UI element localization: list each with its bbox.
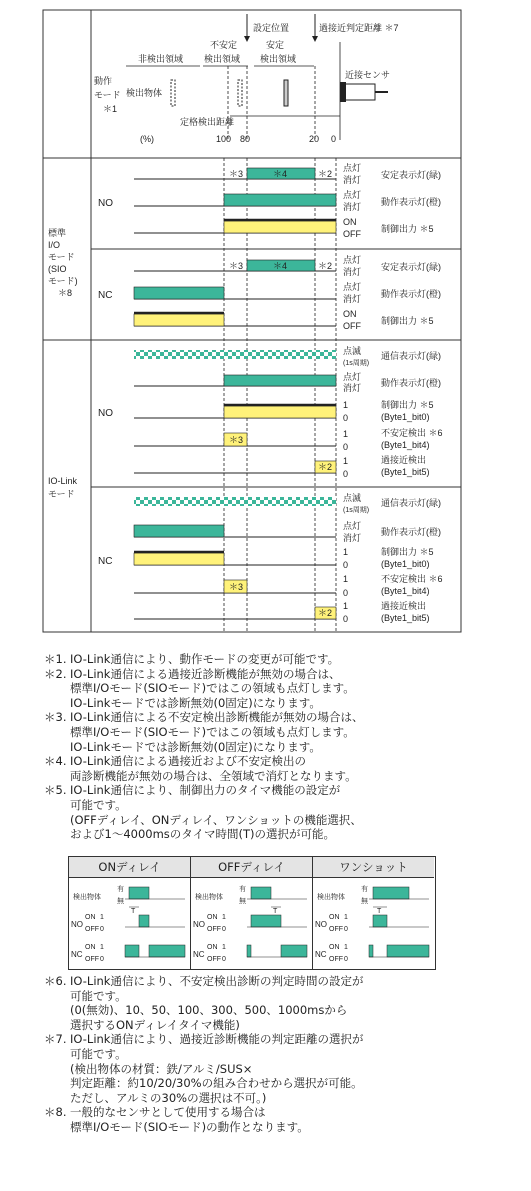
svg-text:NO: NO: [315, 920, 327, 929]
lit: 点灯: [343, 372, 362, 382]
svg-text:ON: ON: [207, 944, 218, 951]
off: 消灯: [343, 202, 362, 212]
note-2: ＊2. IO-Link通信による過接近診断機能が無効の場合は、 標準I/Oモード(SIOモード)ではこの領域も点灯します。 IO-Linkモードでは診断無効(0固定)になります。: [44, 666, 355, 710]
op-light: 動作表示灯(橙): [381, 197, 441, 207]
ctrl-out: 制御出力 ＊5: [381, 224, 434, 234]
pct-label: (%): [140, 134, 154, 144]
lit: 点灯: [343, 190, 362, 200]
one: 1: [343, 547, 349, 557]
svg-text:0: 0: [344, 956, 348, 963]
io-no-m2: ＊2: [318, 462, 333, 472]
svg-text:ON: ON: [85, 914, 96, 921]
byte5: (Byte1_bit5): [381, 613, 430, 623]
svg-text:1: 1: [344, 914, 348, 921]
prox-det: 過接近検出: [381, 601, 427, 611]
th-one-shot: ワンショット: [313, 857, 434, 878]
svg-text:1: 1: [222, 944, 226, 951]
object-icon-1: [171, 80, 175, 106]
svg-text:無: 無: [361, 898, 368, 905]
std-no-m2: ＊2: [318, 169, 333, 179]
svg-text:有: 有: [361, 886, 368, 893]
rated-label: 定格検出距離: [180, 117, 235, 127]
off-state: OFF: [343, 229, 361, 239]
std-mode-3: モード: [48, 252, 75, 262]
scale-100: 100: [216, 134, 232, 144]
zero: 0: [343, 588, 349, 598]
unstable-det: 不安定検出 ＊6: [381, 574, 443, 584]
off: 消灯: [343, 383, 362, 393]
off: 消灯: [343, 533, 362, 543]
period: (1s周期): [343, 507, 370, 514]
note-5: ＊5. IO-Link通信により、制御出力のタイマ機能の設定が 可能です。 (OFFディレイ、ONディレイ、ワンショットの機能選択、 および1～4000msのタイマ時間(T)の選択が可能。: [44, 783, 362, 842]
svg-text:OFF: OFF: [207, 956, 221, 963]
zero: 0: [343, 442, 349, 452]
std-mode-4: (SIO: [48, 264, 67, 274]
timer-diagrams: [69, 877, 435, 969]
io-nc-m3: ＊3: [229, 582, 244, 592]
comm-light: 通信表示灯(緑): [381, 498, 441, 508]
scale-0: 0: [331, 134, 337, 144]
byte0: (Byte1_bit0): [381, 559, 430, 569]
lit: 点灯: [343, 521, 362, 531]
zero: 0: [343, 413, 349, 423]
lit: 点灯: [343, 163, 362, 173]
note-3: ＊3. IO-Link通信による不安定検出診断機能が無効の場合は、 標準I/Oモード(SIOモード)ではこの領域も点灯します。 IO-Linkモードでは診断無効(0固定)になります。: [44, 710, 364, 754]
stable-label: 安定: [266, 40, 285, 50]
svg-text:検出物体: 検出物体: [317, 894, 345, 901]
off-state: OFF: [343, 321, 361, 331]
zero: 0: [343, 614, 349, 624]
col-on-delay: [71, 884, 185, 963]
svg-text:T: T: [273, 908, 278, 915]
object-icon-2: [238, 80, 242, 106]
std-nc-m4: ＊4: [273, 261, 288, 271]
th-off-delay: OFFディレイ: [191, 857, 312, 878]
proximity-label: 過接近判定距離 ＊7: [319, 23, 399, 33]
scale-20: 20: [309, 134, 320, 144]
svg-text:ON: ON: [207, 914, 218, 921]
svg-text:1: 1: [344, 944, 348, 951]
svg-text:1: 1: [222, 914, 226, 921]
svg-text:T: T: [377, 908, 382, 915]
svg-text:0: 0: [100, 926, 104, 933]
stable-light: 安定表示灯(緑): [381, 262, 441, 272]
stable2-label: 検出領域: [260, 54, 297, 64]
one: 1: [343, 429, 349, 439]
scale-80: 80: [240, 134, 251, 144]
svg-text:有: 有: [239, 886, 246, 893]
notes-part1: [44, 652, 514, 842]
note-8: ＊8. 一般的なセンサとして使用する場合は 標準I/Oモード(SIOモード)の動作となります。: [44, 1105, 309, 1134]
svg-text:0: 0: [222, 926, 226, 933]
iolink-mode-2: モード: [48, 489, 75, 499]
svg-text:0: 0: [344, 926, 348, 933]
svg-text:OFF: OFF: [85, 926, 99, 933]
svg-text:検出物体: 検出物体: [73, 894, 101, 901]
svg-text:NC: NC: [193, 950, 205, 959]
svg-text:ON: ON: [329, 944, 340, 951]
prox-det: 過接近検出: [381, 455, 427, 465]
svg-text:無: 無: [117, 898, 124, 905]
comm-light: 通信表示灯(緑): [381, 351, 441, 361]
svg-text:OFF: OFF: [85, 956, 99, 963]
no-2: NO: [98, 408, 113, 419]
svg-text:0: 0: [222, 956, 226, 963]
svg-text:NO: NO: [193, 920, 205, 929]
std-mode-5: モード): [48, 276, 78, 286]
svg-text:ON: ON: [85, 944, 96, 951]
off: 消灯: [343, 294, 362, 304]
note-1: ＊1. IO-Link通信により、動作モードの変更が可能です。: [44, 652, 340, 666]
mode-label-3: ＊1: [103, 104, 118, 114]
std-nc-m3: ＊3: [229, 261, 244, 271]
note-4: ＊4. IO-Link通信による過接近および不安定検出の 両診断機能が無効の場合は、全領域で消灯となります。: [44, 754, 357, 783]
op-light: 動作表示灯(橙): [381, 289, 441, 299]
std-nc-m2: ＊2: [318, 261, 333, 271]
th-on-delay: ONディレイ: [69, 857, 190, 878]
svg-text:1: 1: [100, 914, 104, 921]
on: ON: [343, 309, 357, 319]
col-off-delay: [193, 884, 307, 963]
std-mode-1: 標準: [48, 228, 67, 238]
svg-text:無: 無: [239, 898, 246, 905]
period: (1s周期): [343, 360, 370, 367]
no-1: NO: [98, 198, 113, 209]
svg-text:NC: NC: [315, 950, 327, 959]
svg-text:有: 有: [117, 886, 124, 893]
iolink-mode-1: IO-Link: [48, 476, 78, 486]
nc-2: NC: [98, 556, 113, 567]
std-no-m4: ＊4: [273, 169, 288, 179]
zero: 0: [343, 469, 349, 479]
unstable-label: 不安定: [210, 40, 238, 50]
notes-part2: [44, 974, 514, 1135]
io-no-m3: ＊3: [229, 435, 244, 445]
setpoint-label: 設定位置: [253, 23, 290, 33]
byte4: (Byte1_bit4): [381, 586, 430, 596]
svg-text:NC: NC: [71, 950, 83, 959]
unstable2-label: 検出領域: [204, 54, 241, 64]
byte5: (Byte1_bit5): [381, 467, 430, 477]
svg-text:NO: NO: [71, 920, 83, 929]
unstable-det: 不安定検出 ＊6: [381, 428, 443, 438]
one: 1: [343, 456, 349, 466]
lit: 点灯: [343, 255, 362, 265]
non-detect-label: 非検出領域: [138, 54, 184, 64]
byte4: (Byte1_bit4): [381, 440, 430, 450]
one: 1: [343, 574, 349, 584]
svg-text:ON: ON: [329, 914, 340, 921]
svg-text:OFF: OFF: [207, 926, 221, 933]
mode-label-1: 動作: [94, 76, 113, 86]
on: ON: [343, 217, 357, 227]
op-light: 動作表示灯(橙): [381, 378, 441, 388]
sensor-label: 近接センサ: [345, 70, 391, 80]
std-no-m3: ＊3: [229, 169, 244, 179]
stable-light: 安定表示灯(緑): [381, 170, 441, 180]
ctrl-out: 制御出力 ＊5: [381, 547, 434, 557]
sensor-icon: [340, 82, 388, 102]
lit: 点灯: [343, 282, 362, 292]
blink: 点滅: [343, 493, 362, 503]
note-7: ＊7. IO-Link通信により、過接近診断機能の判定距離の選択が 可能です。 (検出物体の材質：鉄/アルミ/SUS× 判定距離：約10/20/30%の組み合わせから選択が可能。 ただし、アルミの30%の選択は不可。): [44, 1032, 364, 1105]
ctrl-out: 制御出力 ＊5: [381, 400, 434, 410]
zero: 0: [343, 560, 349, 570]
svg-text:OFF: OFF: [329, 956, 343, 963]
ctrl-out: 制御出力 ＊5: [381, 316, 434, 326]
note-6: ＊6. IO-Link通信により、不安定検出診断の判定時間の設定が 可能です。 (0(無効)、10、50、100、300、500、1000msから 選択するONディレイタイマ機能): [44, 974, 364, 1032]
svg-text:検出物体: 検出物体: [195, 894, 223, 901]
off: 消灯: [343, 175, 362, 185]
one: 1: [343, 601, 349, 611]
mode-label-2: モード: [94, 90, 121, 100]
io-nc-m2: ＊2: [318, 608, 333, 618]
nc-1: NC: [98, 290, 113, 301]
object-label: 検出物体: [126, 88, 163, 98]
svg-text:1: 1: [100, 944, 104, 951]
col-one-shot: [315, 884, 429, 963]
svg-text:T: T: [131, 908, 136, 915]
object-icon-3: [284, 80, 288, 106]
one: 1: [343, 400, 349, 410]
timer-table: [68, 856, 436, 970]
svg-text:OFF: OFF: [329, 926, 343, 933]
blink: 点滅: [343, 346, 362, 356]
svg-text:0: 0: [100, 956, 104, 963]
off: 消灯: [343, 267, 362, 277]
op-light: 動作表示灯(橙): [381, 527, 441, 537]
std-mode-2: I/O: [48, 240, 61, 250]
std-mode-6: ＊8: [58, 288, 73, 298]
byte0: (Byte1_bit0): [381, 412, 430, 422]
